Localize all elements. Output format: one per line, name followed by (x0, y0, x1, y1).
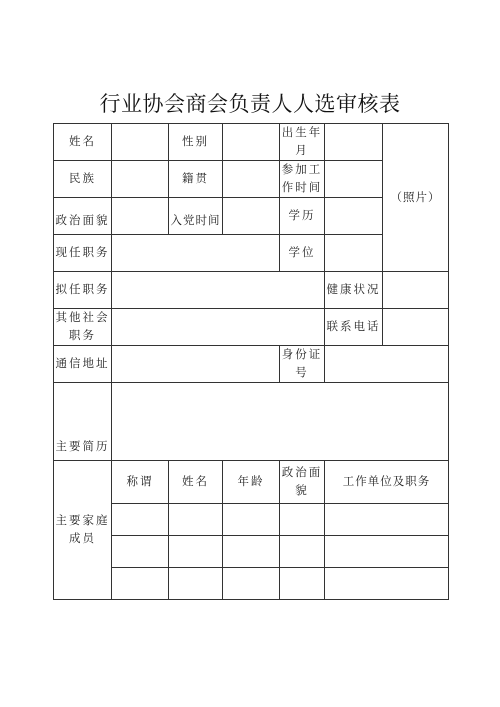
label-native-place: 籍贯 (169, 161, 223, 198)
label-resume: 主要简历 (54, 383, 112, 461)
family-cell-political-status[interactable] (280, 568, 325, 600)
label-family: 主要家庭成员 (54, 461, 112, 600)
family-cell-political-status[interactable] (280, 536, 325, 568)
label-id-number: 身份证号 (280, 346, 325, 383)
value-id-number[interactable] (325, 346, 449, 383)
family-cell-name[interactable] (169, 504, 223, 536)
value-gender[interactable] (223, 124, 280, 161)
label-current-position: 现任职务 (54, 235, 112, 272)
value-address[interactable] (112, 346, 280, 383)
value-education[interactable] (325, 198, 383, 235)
review-form-table (53, 123, 449, 600)
family-header-name: 姓名 (169, 461, 223, 504)
label-work-start: 参加工作时间 (280, 161, 325, 198)
family-row (54, 536, 449, 568)
label-gender: 性别 (169, 124, 223, 161)
value-health[interactable] (383, 272, 449, 309)
family-header-row (54, 461, 449, 504)
value-degree[interactable] (325, 235, 383, 272)
label-phone: 联系电话 (325, 309, 383, 346)
label-party-join: 入党时间 (169, 198, 223, 235)
family-cell-workplace[interactable] (325, 568, 449, 600)
label-education: 学历 (280, 198, 325, 235)
value-proposed-position[interactable] (112, 272, 325, 309)
label-name: 姓名 (54, 124, 112, 161)
label-health: 健康状况 (325, 272, 383, 309)
form-title: 行业协会商会负责人人选审核表 (99, 92, 401, 116)
value-ethnicity[interactable] (112, 161, 169, 198)
family-header-age: 年龄 (223, 461, 280, 504)
family-cell-age[interactable] (223, 568, 280, 600)
form-row (54, 309, 449, 346)
family-cell-name[interactable] (169, 568, 223, 600)
form-row (54, 383, 449, 461)
label-address: 通信地址 (54, 346, 112, 383)
family-cell-workplace[interactable] (325, 504, 449, 536)
value-party-join[interactable] (223, 198, 280, 235)
value-political-status[interactable] (112, 198, 169, 235)
form-row (54, 124, 449, 161)
family-cell-political-status[interactable] (280, 504, 325, 536)
family-header-political-status: 政治面貌 (280, 461, 325, 504)
photo-box[interactable]: （照片） (383, 124, 449, 272)
label-social-positions: 其他社会职务 (54, 309, 112, 346)
value-birth[interactable] (325, 124, 383, 161)
family-cell-relation[interactable] (112, 568, 169, 600)
value-phone[interactable] (383, 309, 449, 346)
label-proposed-position: 拟任职务 (54, 272, 112, 309)
label-birth: 出生年月 (280, 124, 325, 161)
family-cell-relation[interactable] (112, 536, 169, 568)
family-cell-name[interactable] (169, 536, 223, 568)
family-cell-workplace[interactable] (325, 536, 449, 568)
value-resume[interactable] (112, 383, 449, 461)
family-header-workplace: 工作单位及职务 (325, 461, 449, 504)
label-degree: 学位 (280, 235, 325, 272)
family-row (54, 568, 449, 600)
family-row (54, 504, 449, 536)
value-work-start[interactable] (325, 161, 383, 198)
form-row (54, 272, 449, 309)
family-cell-relation[interactable] (112, 504, 169, 536)
family-cell-age[interactable] (223, 536, 280, 568)
label-political-status: 政治面貌 (54, 198, 112, 235)
value-name[interactable] (112, 124, 169, 161)
value-current-position[interactable] (112, 235, 280, 272)
family-cell-age[interactable] (223, 504, 280, 536)
label-ethnicity: 民族 (54, 161, 112, 198)
value-native-place[interactable] (223, 161, 280, 198)
value-social-positions[interactable] (112, 309, 325, 346)
family-header-relation: 称谓 (112, 461, 169, 504)
form-row (54, 346, 449, 383)
